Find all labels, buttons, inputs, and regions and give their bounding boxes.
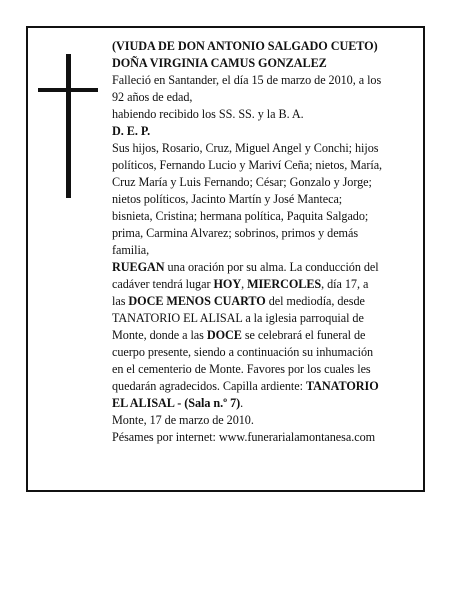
widow-line-text: (VIUDA DE DON ANTONIO SALGADO CUETO): [112, 39, 378, 53]
hoy-text: HOY: [213, 277, 242, 291]
doce-text: DOCE: [206, 328, 242, 342]
funeral-line: [112, 327, 418, 344]
cross-vertical-bar: [66, 54, 71, 198]
condolences-line: Pésames por internet: www.funerarialamontanesa.com: [112, 430, 376, 444]
chapel-prefix: quedarán agradecidos. Capilla ardiente:: [112, 379, 306, 393]
dep-line: [112, 123, 418, 140]
burial-line: cuerpo presente, siendo a continuación su inhumación: [112, 345, 374, 359]
time-suffix: del mediodía, desde: [265, 294, 365, 308]
cross-horizontal-bar: [38, 88, 98, 92]
funeral-prefix: Monte, donde a las: [112, 328, 207, 342]
time-line: [112, 293, 418, 310]
family-line-1: Sus hijos, Rosario, Cruz, Miguel Angel y Conchi; hijos: [112, 141, 379, 155]
family-line-7: familia,: [112, 243, 150, 257]
time-text: DOCE MENOS CUARTO: [128, 294, 266, 308]
widow-line: [112, 38, 418, 55]
route-line: TANATORIO EL ALISAL a la iglesia parroquial de: [112, 311, 364, 325]
comma-text: ,: [241, 277, 248, 291]
family-line-5: bisnieta, Cristina; hermana política, Paquita Salgado;: [112, 209, 369, 223]
room-line: [112, 395, 418, 412]
room-text: EL ALISAL - (Sala n.º 7): [112, 396, 241, 410]
tanatorio-text: TANATORIO: [305, 379, 379, 393]
family-line-4: nietos políticos, Jacinto Martín y José Manteca;: [112, 192, 343, 206]
day-text: , día 17, a: [321, 277, 369, 291]
family-line-6: prima, Carmina Alvarez; sobrinos, primos y demás: [112, 226, 359, 240]
time-prefix: las: [112, 294, 129, 308]
cemetery-line: en el cementerio de Monte. Favores por los cuales les: [112, 362, 371, 376]
date-line: Monte, 17 de marzo de 2010.: [112, 413, 254, 427]
chapel-line: [112, 378, 418, 395]
funeral-suffix: se celebrará el funeral de: [241, 328, 366, 342]
ruegan-rest: una oración por su alma. La conducción del: [164, 260, 379, 274]
obituary-text: [112, 38, 418, 446]
family-line-3: Cruz María y Luis Fernando; César; Gonzalo y Jorge;: [112, 175, 372, 189]
conduction-line: [112, 276, 418, 293]
cross-icon: [38, 54, 98, 198]
sacraments-line: habiendo recibido los SS. SS. y la B. A.: [112, 107, 304, 121]
deceased-name-text: DOÑA VIRGINIA CAMUS GONZALEZ: [112, 56, 327, 70]
room-period: .: [240, 396, 244, 410]
family-line-2: políticos, Fernando Lucio y Mariví Ceña; nietos, María,: [112, 158, 383, 172]
deceased-name: [112, 55, 418, 72]
conduction-text: cadáver tendrá lugar: [112, 277, 214, 291]
miercoles-text: MIERCOLES: [247, 277, 322, 291]
ruegan-line: [112, 259, 418, 276]
ruegan-text: RUEGAN: [112, 260, 165, 274]
dep-text: D. E. P.: [112, 124, 151, 138]
death-line-1: Falleció en Santander, el día 15 de marzo de 2010, a los: [112, 73, 382, 87]
death-line-2: 92 años de edad,: [112, 90, 193, 104]
